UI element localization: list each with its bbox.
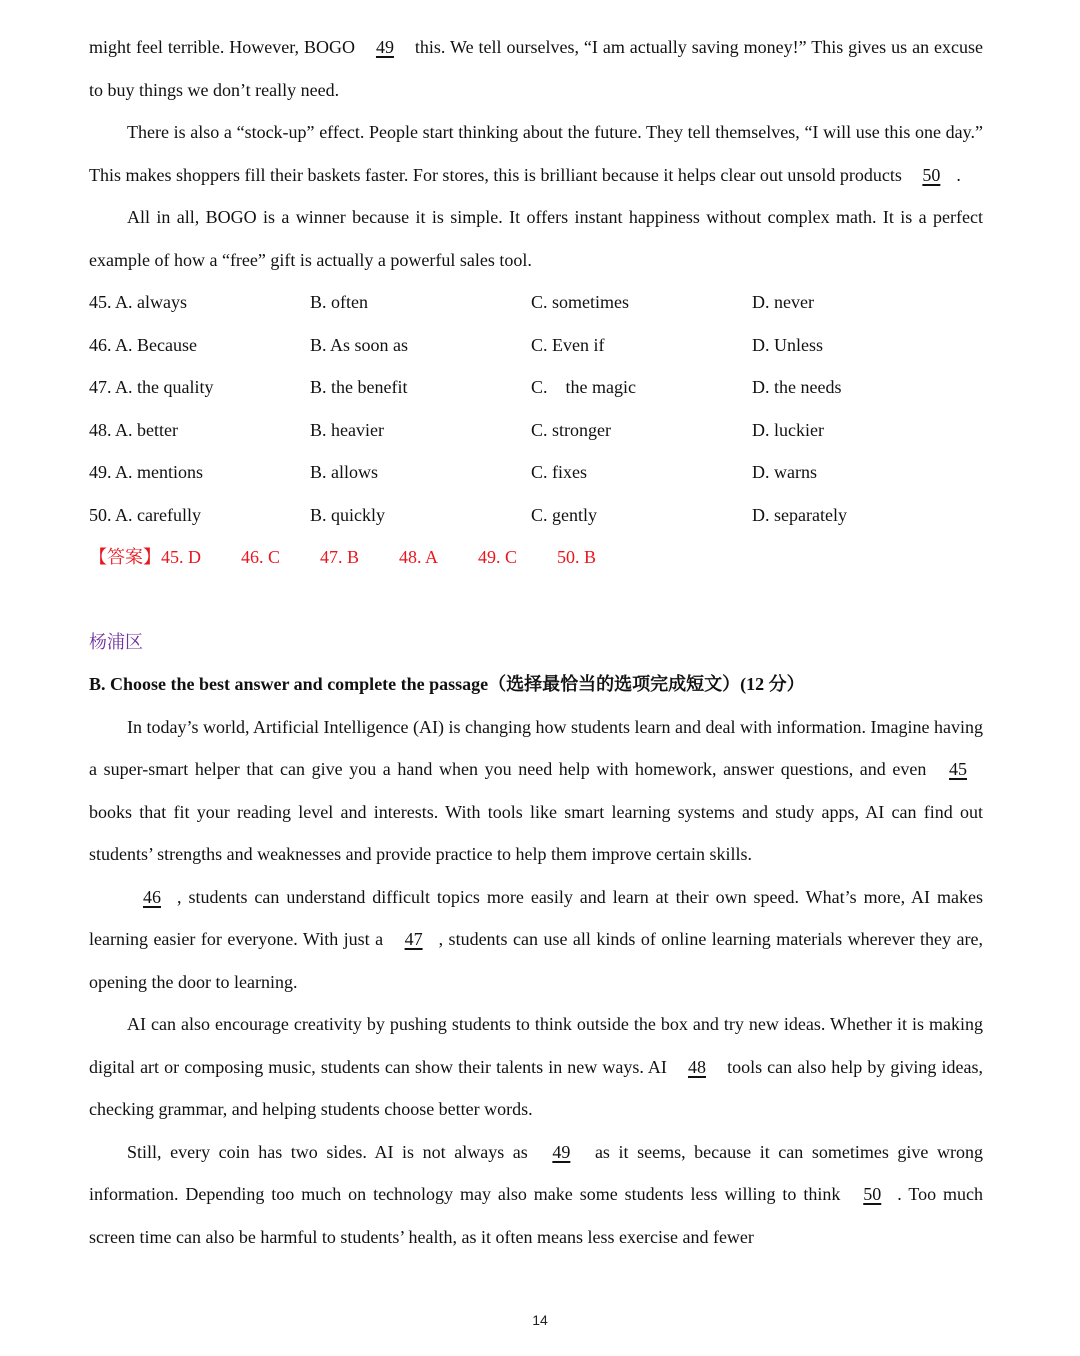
option-a: 48. A. better (89, 419, 178, 440)
option-d: D. never (752, 292, 814, 312)
answer-blank: 50 (863, 1184, 882, 1204)
section-heading-score: (12 分） (740, 674, 805, 694)
option-b: B. allows (310, 462, 379, 482)
answer-item: 48. A (399, 547, 439, 567)
paragraph (89, 1003, 983, 1131)
option-a: 46. A. Because (89, 334, 197, 355)
answer-item: 46. C (241, 547, 281, 567)
answer-blank: 45 (949, 759, 967, 779)
option-row (89, 324, 983, 367)
answer-item: 45. D (161, 547, 201, 567)
text: , students can understand difficult topics more easily and learn at their own speed. What’s more, AI makes learning easier for everyone. With just a (89, 886, 983, 949)
text: . (956, 164, 961, 185)
text: AI can also encourage creativity by pushing students to think outside the box and try new ideas. Whether it is making digital art or composing music, students can show their talents in new ways. AI (89, 1014, 983, 1077)
paragraph (89, 111, 983, 196)
option-c: C. the magic (531, 377, 636, 397)
option-d: D. separately (752, 504, 847, 525)
option-b: B. heavier (310, 419, 384, 440)
answer-label: 【答案】 (89, 547, 161, 567)
text: . Too much screen time can also be harmful to students’ health, as it often means less exercise and fewer (89, 1184, 983, 1247)
option-row (89, 451, 983, 494)
paragraph (89, 876, 983, 1004)
option-b: B. often (310, 292, 368, 312)
answer-item: 47. B (320, 547, 360, 567)
answer-blank: 47 (404, 929, 423, 949)
answer-item: 49. C (478, 547, 518, 567)
option-a: 45. A. always (89, 292, 187, 312)
answer-item: 50. B (557, 547, 597, 567)
option-b: B. quickly (310, 504, 385, 525)
option-a: 49. A. mentions (89, 462, 204, 482)
option-row (89, 494, 983, 537)
option-row (89, 281, 983, 324)
options-list (89, 281, 983, 536)
answer-blank: 49 (375, 37, 394, 57)
paragraph: All in all, BOGO is a winner because it is simple. It offers instant happiness without complex math. It is a perfect example of how a “free” gift is actually a powerful sales tool. (89, 207, 983, 270)
option-c: C. gently (531, 504, 597, 525)
answer-blank: 50 (922, 164, 941, 185)
text: as it seems, because it can sometimes give wrong information. Depending too much on technology may also make some students less willing to think (89, 1141, 983, 1204)
option-d: D. warns (752, 462, 817, 482)
document-page (89, 26, 983, 1258)
option-d: D. Unless (752, 334, 823, 355)
section-heading-cn: （选择最恰当的选项完成短文） (488, 674, 741, 694)
option-c: C. fixes (531, 462, 587, 482)
text: this. We tell ourselves, “I am actually saving money!” This gives us an excuse to buy things we don’t really need. (89, 37, 983, 100)
answer-blank: 48 (688, 1056, 706, 1077)
section-heading (89, 663, 983, 706)
paragraph (89, 26, 983, 111)
option-b: B. the benefit (310, 377, 408, 397)
answer-blank: 46 (143, 886, 161, 907)
paragraph (89, 706, 983, 876)
text: , students can use all kinds of online learning materials wherever they are, opening the door to learning. (89, 929, 983, 992)
option-row (89, 366, 983, 409)
page-number: 14 (532, 1312, 548, 1328)
option-row (89, 409, 983, 452)
text: tools can also help by giving ideas, checking grammar, and helping students choose better words. (89, 1056, 983, 1119)
text: books that fit your reading level and interests. With tools like smart learning systems and study apps, AI can find out students’ strengths and weaknesses and provide practice to help them improve certain skills. (89, 801, 983, 864)
district-heading: 杨浦区 (89, 631, 143, 652)
option-d: D. luckier (752, 419, 824, 440)
answer-key (89, 536, 983, 579)
option-c: C. Even if (531, 334, 605, 355)
option-c: C. stronger (531, 419, 611, 440)
paragraph (89, 1131, 983, 1259)
text: Still, every coin has two sides. AI is not always as (127, 1141, 537, 1162)
text: might feel terrible. However, BOGO (89, 37, 360, 57)
option-d: D. the needs (752, 377, 842, 397)
option-a: 47. A. the quality (89, 377, 214, 397)
text: In today’s world, Artificial Intelligence (AI) is changing how students learn and deal with information. Imagine having a super-smart helper that can give you a hand when you need help with homework, answer questions, and even (89, 716, 983, 779)
option-c: C. sometimes (531, 292, 629, 312)
answer-blank: 49 (552, 1141, 571, 1162)
section-heading-en: B. Choose the best answer and complete the passage (89, 674, 489, 694)
option-a: 50. A. carefully (89, 504, 201, 525)
option-b: B. As soon as (310, 334, 409, 355)
text: There is also a “stock-up” effect. People start thinking about the future. They tell themselves, “I will use this one day.” This makes shoppers fill their baskets faster. For stores, this is brilliant because it helps clear out unsold products (89, 122, 983, 185)
